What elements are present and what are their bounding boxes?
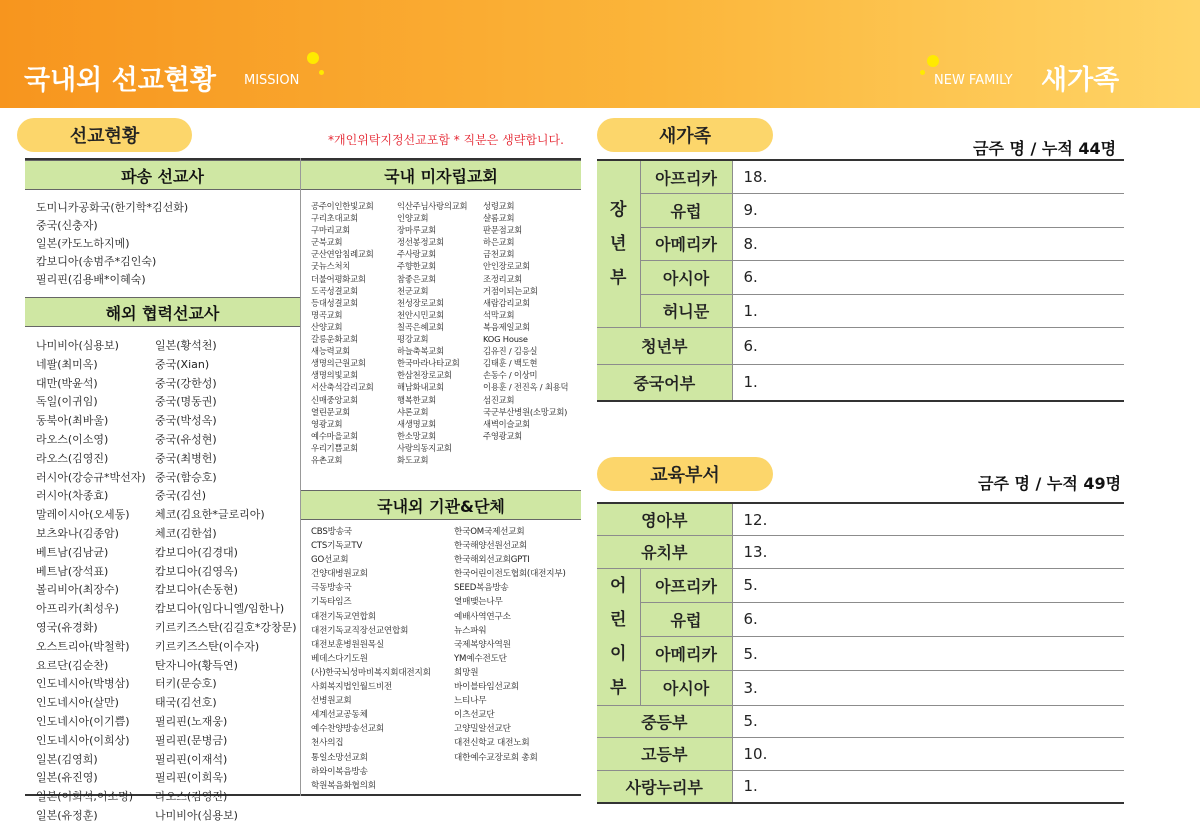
list-item: 러시아(강승규*박선자)	[36, 470, 146, 484]
list-item: 일본(이희석,이소명)	[36, 790, 134, 804]
list-item: 대만(박윤석)	[36, 376, 98, 390]
list-item: 아프리카(최성우)	[36, 602, 119, 616]
list-item: 조정리교회	[483, 273, 523, 284]
list-item: 화도교회	[397, 454, 429, 465]
list-item: 생명의근원교회	[311, 358, 366, 369]
list-item: 국제복양사역원	[454, 639, 511, 650]
list-item: 체코(김요한*글로리아)	[155, 508, 265, 522]
table-row	[597, 328, 1124, 365]
decor-dot-icon	[319, 70, 324, 75]
list-item: 대전보훈병원원목실	[311, 639, 384, 650]
list-item: 한국마라나타교회	[397, 358, 460, 369]
list-item: 라오스(이소영)	[36, 432, 109, 446]
list-item: 거점이되는교회	[483, 285, 538, 296]
row-value: 1.	[732, 364, 1124, 401]
list-item: 뉴스파워	[454, 625, 487, 636]
group-label-char: 년	[610, 234, 627, 254]
list-item: 중국(최병헌)	[155, 451, 217, 465]
group-label-char: 장	[610, 200, 627, 220]
dispatch-header: 파송 선교사	[25, 160, 300, 190]
list-item: 한삼천장로교회	[397, 370, 452, 381]
list-item: 대전기독교직장선교연합회	[311, 625, 409, 636]
list-item: 참좋은교회	[397, 273, 437, 284]
list-item: 섬진교회	[483, 394, 515, 405]
list-item: 중국(유성현)	[155, 432, 217, 446]
mission-note: *개인위탁지정선교포함 * 직분은 생략합니다.	[328, 133, 564, 147]
list-item: 필리핀(이희욱)	[155, 771, 228, 785]
list-item: 금천교회	[483, 249, 515, 260]
list-item: 바이블타임선교회	[454, 682, 519, 693]
row-value: 1.	[732, 294, 1124, 328]
page-subtitle: MISSION	[244, 73, 300, 88]
row-label: 청년부	[597, 328, 732, 365]
list-item: 판문점교회	[483, 225, 523, 236]
group-label	[597, 568, 640, 705]
row-label: 아메리카	[640, 227, 732, 261]
row-label: 중등부	[597, 705, 732, 738]
group-label-char: 린	[610, 609, 627, 630]
section-title: 새가족	[1041, 65, 1120, 96]
list-item: 라오스(김영진)	[36, 451, 109, 465]
list-item: 러시아(차종효)	[36, 489, 109, 503]
list-item: 인도네시아(이희상)	[36, 733, 130, 747]
list-item: 예수마을교회	[311, 430, 358, 441]
list-item: 예배사역연구소	[454, 611, 511, 622]
list-item: 영광교회	[311, 418, 343, 429]
family-summary: 금주 명 / 누적 44명	[973, 139, 1117, 158]
group-label-char: 부	[610, 268, 627, 288]
list-item: 나미비아(심용보)	[36, 339, 119, 352]
domestic-list-col3	[483, 200, 568, 442]
family-pill: 새가족	[597, 118, 773, 152]
table-row	[597, 261, 1124, 295]
row-label: 아시아	[640, 261, 732, 295]
list-item: 생명의빛교회	[311, 370, 358, 381]
mission-pill: 선교현황	[17, 118, 192, 152]
row-value: 13.	[732, 536, 1124, 569]
list-item: 한국해외선교회GPTI	[454, 555, 530, 566]
list-item: 등대성결교회	[311, 297, 358, 308]
group-label	[597, 160, 640, 328]
list-item: 라오스(김영진)	[155, 790, 228, 804]
table-row	[597, 160, 1124, 194]
decor-dot-icon	[927, 55, 939, 67]
partner-list-col2	[155, 337, 297, 826]
list-item: 해남화내교회	[397, 382, 444, 393]
list-item: 하은교회	[483, 237, 515, 248]
list-item: 볼리비아(최장수)	[36, 583, 119, 597]
list-item: 새능력교회	[311, 346, 351, 357]
list-item: 샤론교회	[397, 406, 429, 417]
list-item: 장마루교회	[397, 225, 437, 236]
list-item: KOG House	[483, 334, 528, 345]
list-item: 도미니카공화국(한기학*김선화)	[36, 201, 189, 214]
row-label: 유럽	[640, 602, 732, 636]
list-item: 동북아(최바울)	[36, 414, 109, 428]
row-label: 유럽	[640, 194, 732, 228]
domestic-list-col1	[311, 200, 374, 466]
list-item: 영국(유경화)	[36, 620, 98, 634]
row-label: 아메리카	[640, 637, 732, 671]
row-value: 5.	[732, 568, 1124, 602]
list-item: 명곡교회	[311, 309, 343, 320]
list-item: 기독타임즈	[311, 597, 352, 608]
row-value: 6.	[732, 328, 1124, 365]
table-row	[597, 227, 1124, 261]
list-item: 예수찬양방송선교회	[311, 724, 384, 735]
list-item: 선병원교회	[311, 696, 352, 707]
list-item: 구리초대교회	[311, 213, 358, 224]
list-item: 평강교회	[397, 334, 429, 345]
list-item: 새람감리교회	[483, 297, 530, 308]
education-table	[597, 502, 1124, 804]
domestic-list-col2	[397, 200, 467, 466]
list-item: 하늘축복교회	[397, 346, 444, 357]
list-item: 필리핀(문병금)	[155, 733, 228, 747]
list-item: 인도네시아(박병삼)	[36, 677, 130, 691]
list-item: 키르키즈스탄(이수자)	[155, 639, 260, 653]
list-item: 일본(황석천)	[155, 339, 217, 352]
row-value: 12.	[732, 503, 1124, 536]
section-subtitle: NEW FAMILY	[934, 73, 1013, 88]
list-item: 국군부산병원(소망교회)	[483, 406, 568, 417]
list-item: 느티나무	[454, 696, 487, 707]
education-pill: 교육부서	[597, 457, 773, 491]
list-item: 사랑의동지교회	[397, 442, 452, 453]
list-item: 일본(유정훈)	[36, 808, 98, 822]
row-value: 6.	[732, 602, 1124, 636]
list-item: 태국(김선호)	[155, 696, 217, 710]
list-item: 샬롬교회	[483, 213, 515, 224]
list-item: 군북교회	[311, 237, 343, 248]
list-item: 캄보디아(송범주*김인숙)	[36, 254, 157, 268]
list-item: 김태훈 / 백도현	[483, 358, 538, 369]
table-row	[597, 294, 1124, 328]
list-item: 석막교회	[483, 309, 515, 320]
list-item: 열린문교회	[311, 406, 351, 417]
list-item: 일본(카도노하지메)	[36, 236, 130, 250]
list-item: 중국(신충자)	[36, 218, 98, 232]
group-label-char: 부	[610, 677, 627, 698]
list-item: 사회복지법인월드비전	[311, 682, 393, 693]
list-item: 인도네시아(이기쁨)	[36, 714, 130, 728]
column-divider	[300, 158, 301, 796]
group-label-char: 이	[610, 643, 627, 664]
decor-dot-icon	[307, 52, 319, 64]
list-item: 서산축석감리교회	[311, 382, 374, 393]
list-item: CTS기독교TV	[311, 541, 363, 552]
row-value: 9.	[732, 194, 1124, 228]
row-value: 3.	[732, 671, 1124, 705]
table-row	[597, 705, 1124, 738]
row-value: 5.	[732, 637, 1124, 671]
list-item: 군산연암침례교회	[311, 249, 374, 260]
list-item: 공주이인한빛교회	[311, 201, 374, 211]
list-item: 중국(박성옥)	[155, 414, 217, 428]
list-item: 학원복음화협의회	[311, 780, 376, 791]
row-label: 고등부	[597, 738, 732, 771]
list-item: 안인장로교회	[483, 261, 530, 272]
table-row	[597, 536, 1124, 569]
list-item: 구마리교회	[311, 225, 351, 236]
list-item: 필리핀(김용배*이혜숙)	[36, 272, 146, 286]
list-item: 새벽이슬교회	[483, 418, 530, 429]
list-item: 터키(문승호)	[155, 677, 217, 691]
list-item: 주사랑교회	[397, 249, 437, 260]
list-item: 네팔(최미옥)	[36, 357, 98, 371]
orgs-list-col1	[311, 525, 431, 793]
list-item: 한국해양선원선교회	[454, 541, 527, 552]
list-item: 한소망교회	[397, 430, 437, 441]
list-item: 필리핀(노재웅)	[155, 714, 228, 728]
list-item: 중국(함승호)	[155, 470, 217, 484]
table-row	[597, 602, 1124, 636]
list-item: 캄보디아(김영옥)	[155, 564, 238, 578]
list-item: 칠곡은혜교회	[397, 321, 444, 332]
dispatch-list	[36, 199, 188, 288]
list-item: 고양밀알선교단	[454, 724, 511, 735]
list-item: 천사의집	[311, 738, 344, 749]
list-item: 보츠와나(김종암)	[36, 526, 119, 540]
table-row	[597, 194, 1124, 228]
list-item: 독일(이귀임)	[36, 395, 98, 409]
header-banner	[0, 0, 1200, 108]
table-row	[597, 503, 1124, 536]
list-item: 주향한교회	[397, 261, 437, 272]
list-item: 캄보디아(손동현)	[155, 583, 238, 597]
list-item: 김유진 / 김응실	[483, 346, 538, 357]
list-item: 천안시민교회	[397, 309, 444, 320]
list-item: 정선봉정교회	[397, 237, 444, 248]
row-value: 6.	[732, 261, 1124, 295]
list-item: 키르키즈스탄(김길호*강창문)	[155, 620, 297, 634]
list-item: 필리핀(이재석)	[155, 752, 228, 766]
list-item: 중국(Xian)	[155, 357, 210, 371]
list-item: 베트남(장석표)	[36, 564, 109, 578]
list-item: 인도네시아(살만)	[36, 696, 119, 710]
table-row	[597, 637, 1124, 671]
list-item: 세계선교공동체	[311, 710, 368, 721]
list-item: 캄보디아(임다니엘/임한나)	[155, 602, 285, 616]
list-item: 더불어평화교회	[311, 273, 366, 284]
table-row	[597, 770, 1124, 803]
list-item: 한국OM국제선교회	[454, 527, 525, 537]
list-item: 익산주님사랑의교회	[397, 201, 468, 211]
list-item: 유촌교회	[311, 454, 343, 465]
list-item: 산양교회	[311, 321, 343, 332]
list-item: 천군교회	[397, 285, 429, 296]
list-item: GO선교회	[311, 555, 349, 566]
list-item: 신매중앙교회	[311, 394, 358, 405]
list-item: 대전신학교 대전노회	[454, 738, 530, 749]
list-item: 일본(유진영)	[36, 771, 98, 785]
list-item: 인양교회	[397, 213, 429, 224]
list-item: 한국어린이전도협회(대전지부)	[454, 569, 566, 580]
list-item: 열매맺는나무	[454, 597, 503, 608]
list-item: 성령교회	[483, 201, 515, 211]
group-label-char: 어	[610, 575, 627, 596]
list-item: 새생명교회	[397, 418, 437, 429]
row-label: 영아부	[597, 503, 732, 536]
row-label: 아프리카	[640, 160, 732, 194]
list-item: 캄보디아(김경대)	[155, 545, 238, 559]
list-item: 중국(명동권)	[155, 395, 217, 409]
list-item: 일본(김영희)	[36, 752, 98, 766]
row-label: 아시아	[640, 671, 732, 705]
list-item: 요르단(김순찬)	[36, 658, 109, 672]
list-item: 천성장로교회	[397, 297, 444, 308]
list-item: 이츠선교단	[454, 710, 495, 721]
family-table	[597, 159, 1124, 402]
table-row	[597, 568, 1124, 602]
row-label: 사랑누리부	[597, 770, 732, 803]
list-item: YM예수전도단	[454, 653, 507, 664]
list-item: 손동수 / 이상미	[483, 370, 538, 381]
list-item: 중국(강한성)	[155, 376, 217, 390]
orgs-list-col2	[454, 525, 566, 765]
list-item: 건양대병원교회	[311, 569, 368, 580]
row-value: 5.	[732, 705, 1124, 738]
row-value: 10.	[732, 738, 1124, 771]
list-item: 탄자니아(황득연)	[155, 658, 238, 672]
list-item: 주영광교회	[483, 430, 523, 441]
list-item: 하와이복음방송	[311, 766, 368, 777]
table-row	[597, 738, 1124, 771]
list-item: 오스트리아(박철학)	[36, 639, 130, 653]
list-item: 대전기독교연합회	[311, 611, 376, 622]
domestic-header: 국내 미자립교회	[301, 160, 581, 190]
list-item: 우리기쁨교회	[311, 442, 358, 453]
list-item: 희망원	[454, 667, 479, 678]
list-item: CBS방송국	[311, 527, 352, 537]
list-item: 이용훈 / 전진옥 / 최용덕	[483, 382, 569, 393]
row-value: 18.	[732, 160, 1124, 194]
page-title: 국내외 선교현황	[24, 65, 216, 96]
row-label: 아프리카	[640, 568, 732, 602]
list-item: (사)한국뇌성마비복지회대전지회	[311, 667, 431, 678]
list-item: 체코(김한섭)	[155, 526, 217, 540]
row-label: 중국어부	[597, 364, 732, 401]
list-item: 도곡성결교회	[311, 285, 358, 296]
list-item: 통일소망선교회	[311, 752, 368, 763]
decor-dot-icon	[920, 70, 925, 75]
list-item: 복음제일교회	[483, 321, 530, 332]
row-value: 1.	[732, 770, 1124, 803]
table-row	[597, 671, 1124, 705]
row-value: 8.	[732, 227, 1124, 261]
table-row	[597, 364, 1124, 401]
list-item: 굿뉴스처치	[311, 261, 351, 272]
list-item: 대한예수교장로회 총회	[454, 752, 538, 763]
row-label: 유치부	[597, 536, 732, 569]
list-item: 말레이시아(오세동)	[36, 508, 130, 522]
partner-header: 해외 협력선교사	[25, 297, 300, 327]
list-item: SEED복음방송	[454, 583, 509, 594]
list-item: 베데스다기도원	[311, 653, 368, 664]
partner-list-col1	[36, 337, 146, 826]
list-item: 베트남(김남균)	[36, 545, 109, 559]
list-item: 갈릉운화교회	[311, 334, 358, 345]
row-label: 허니문	[640, 294, 732, 328]
list-item: 극동방송국	[311, 583, 352, 594]
list-item: 중국(김선)	[155, 489, 207, 503]
list-item: 나미비아(심용보)	[155, 808, 238, 822]
education-summary: 금주 명 / 누적 49명	[978, 474, 1122, 493]
orgs-header: 국내외 기관&단체	[301, 490, 581, 520]
list-item: 행복한교회	[397, 394, 437, 405]
